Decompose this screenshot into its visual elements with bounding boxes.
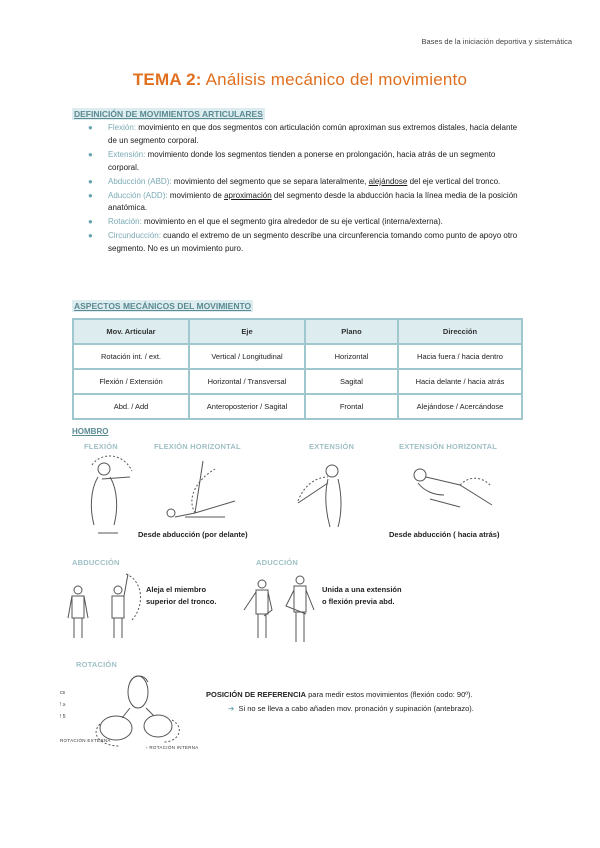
- adduction-note: [322, 584, 402, 608]
- list-item: ● Abducción (ABD): movimiento del segmento que se separa lateralmente, alejándose del eje vertical del tronco.: [88, 176, 501, 186]
- rotation-external-label: ROTACIÓN EXTERNA: [60, 738, 111, 743]
- rotation-internal-label: › ROTACIÓN INTERNA: [146, 745, 199, 750]
- page-header: Bases de la iniciación deportiva y sistemática: [421, 37, 572, 46]
- shoulder-heading: HOMBRO: [72, 427, 109, 436]
- extension-horizontal-label: EXTENSIÓN HORIZONTAL: [399, 442, 498, 451]
- table-cell: Flexión / Extensión: [73, 369, 189, 394]
- table-header: Mov. Articular: [73, 319, 189, 344]
- table-cell: Sagital: [305, 369, 398, 394]
- aspects-heading: ASPECTOS MECÁNICOS DEL MOVIMIENTO: [74, 301, 252, 311]
- table-cell: Vertical / Longitudinal: [189, 344, 305, 369]
- table-cell: Rotación int. / ext.: [73, 344, 189, 369]
- list-item: ● Aducción (ADD): movimiento de aproximación del segmento desde la abducción hacia la línea media de la posición anatómica.: [88, 190, 518, 213]
- abduction-illustration: [62, 570, 150, 642]
- adduction-illustration: [240, 570, 324, 650]
- reference-position: [206, 690, 473, 699]
- table-row: [73, 344, 522, 369]
- table-cell: Frontal: [305, 394, 398, 419]
- list-item: ● Extensión: movimiento donde los segmentos tienden a ponerse en prolongación, hacia atrás de un segmento corporal.: [88, 149, 496, 172]
- table-cell: Anteroposterior / Sagital: [189, 394, 305, 419]
- definitions-list: [88, 122, 528, 257]
- svg-text:! 5: ! 5: [60, 714, 66, 720]
- abduction-note: [146, 584, 216, 608]
- reference-note-text: Si no se lleva a cabo añaden mov. pronación y supinación (antebrazo).: [238, 704, 474, 713]
- title-main: Análisis mecánico del movimiento: [205, 70, 468, 89]
- table-header: Dirección: [398, 319, 522, 344]
- table-header-row: [73, 319, 522, 344]
- title-prefix: TEMA 2:: [132, 70, 202, 89]
- reference-note: [228, 704, 474, 713]
- aspects-table: [72, 318, 523, 420]
- page-title: [0, 70, 600, 90]
- rotation-label: ROTACIÓN: [76, 660, 118, 669]
- definitions-heading: DEFINICIÓN DE MOVIMIENTOS ARTICULARES: [74, 109, 263, 119]
- arrow-right-icon: ➔: [228, 704, 235, 713]
- flexion-horizontal-illustration: [155, 455, 245, 525]
- flexion-label: FLEXIÓN: [84, 442, 118, 451]
- table-cell: Horizontal / Transversal: [189, 369, 305, 394]
- adduction-label: ADUCCIÓN: [256, 558, 299, 567]
- extension-label: EXTENSIÓN: [309, 442, 355, 451]
- table-header: Plano: [305, 319, 398, 344]
- flexion-horizontal-label: FLEXIÓN HORIZONTAL: [154, 442, 241, 451]
- table-row: [73, 394, 522, 419]
- abduction-note-line-2: superior del tronco.: [146, 597, 217, 606]
- reference-text: para medir estos movimientos (flexión codo: 90º).: [308, 690, 473, 699]
- svg-text:! ≥: ! ≥: [60, 702, 66, 708]
- list-item: ● Flexión: movimiento en que dos segmentos con articulación común aproximan sus extremos distales, hacia delante de un segmento corporal.: [88, 123, 518, 145]
- adduction-note-line-1: Unida a una extensión: [322, 585, 402, 594]
- flexion-figure-illustration: [78, 455, 138, 537]
- extension-figure-illustration: [290, 455, 350, 530]
- abduction-note-line-1: Aleja el miembro: [146, 585, 207, 594]
- table-row: [73, 369, 522, 394]
- list-item: ● Circunducción: cuando el extremo de un segmento describe una circunferencia tomando como punto de apoyo otro segmento. No es un movimiento puro.: [88, 231, 518, 254]
- table-cell: Abd. / Add: [73, 394, 189, 419]
- caption-from-abduction-back: Desde abducción ( hacia atrás): [389, 530, 500, 539]
- table-cell: Alejándose / Acercándose: [398, 394, 522, 419]
- table-cell: Hacia fuera / hacia dentro: [398, 344, 522, 369]
- reference-bold: POSICIÓN DE REFERENCIA: [206, 690, 307, 699]
- adduction-note-line-2: o flexión previa abd.: [322, 597, 395, 606]
- table-cell: Horizontal: [305, 344, 398, 369]
- table-header: Eje: [189, 319, 305, 344]
- extension-horizontal-illustration: [400, 455, 500, 520]
- caption-from-abduction-front: Desde abducción (por delante): [138, 530, 248, 539]
- abduction-label: ABDUCCIÓN: [72, 558, 120, 567]
- svg-text:cs: cs: [60, 690, 65, 696]
- list-item: ● Rotación: movimiento en el que el segmento gira alrededor de su eje vertical (interna/externa).: [88, 217, 443, 227]
- table-cell: Hacia delante / hacia atrás: [398, 369, 522, 394]
